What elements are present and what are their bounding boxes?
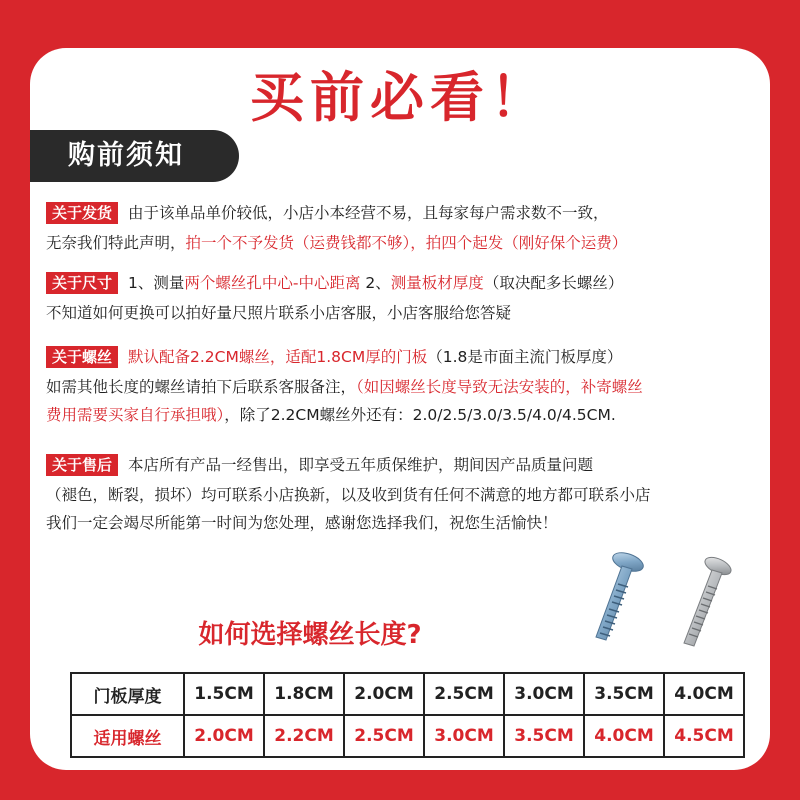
table-cell: 3.5CM bbox=[504, 715, 584, 757]
table-cell: 3.0CM bbox=[504, 673, 584, 715]
screw-line2-b: （如因螺丝长度导致无法安装的，补寄螺丝 bbox=[356, 378, 643, 396]
screw-line3-a: 费用需要买家自行承担哦） bbox=[46, 406, 225, 424]
shipping-line2-a: 无奈我们特此声明， bbox=[46, 234, 186, 252]
screw-length-table bbox=[70, 672, 745, 758]
shipping-line2-b: 拍一个不予发货（运费钱都不够），拍四个起发（刚好保个运费） bbox=[185, 234, 628, 252]
shipping-section bbox=[46, 200, 758, 256]
shipping-tag: 关于发货 bbox=[46, 202, 118, 224]
aftersale-line1: 本店所有产品一经售出，即享受五年质保维护，期间因产品质量问题 bbox=[128, 456, 594, 474]
table-cell: 2.2CM bbox=[264, 715, 344, 757]
screw-line3-b: ，除了2.2CM螺丝外还有：2.0/2.5/3.0/3.5/4.0/4.5CM. bbox=[224, 406, 616, 424]
table-cell: 4.0CM bbox=[664, 673, 744, 715]
screw-tag: 关于螺丝 bbox=[46, 346, 118, 368]
silver-screw-icon bbox=[684, 554, 734, 646]
screw-line1-b: （1.8是市面主流门板厚度） bbox=[427, 348, 623, 366]
size-line1-e: （取决配多长螺丝） bbox=[483, 274, 624, 292]
size-line1-d: 测量板材厚度 bbox=[390, 274, 484, 292]
table-row-screw bbox=[71, 715, 744, 757]
row-label-thickness: 门板厚度 bbox=[71, 673, 184, 715]
table-row-thickness bbox=[71, 673, 744, 715]
aftersale-tag: 关于售后 bbox=[46, 454, 118, 476]
aftersale-line3: 我们一定会竭尽所能第一时间为您处理，感谢您选择我们，祝您生活愉快！ bbox=[46, 514, 558, 532]
table-cell: 3.5CM bbox=[584, 673, 664, 715]
page-title: 买前必看！ bbox=[250, 66, 550, 129]
table-cell: 4.0CM bbox=[584, 715, 664, 757]
table-cell: 2.5CM bbox=[424, 673, 504, 715]
size-line1-c: 2、 bbox=[360, 274, 391, 292]
shipping-line1: 由于该单品单价较低，小店小本经营不易，且每家每户需求数不一致， bbox=[128, 204, 609, 222]
table-cell: 4.5CM bbox=[664, 715, 744, 757]
table-cell: 3.0CM bbox=[424, 715, 504, 757]
table-cell: 2.5CM bbox=[344, 715, 424, 757]
aftersale-section bbox=[46, 452, 758, 536]
banner-label: 购前须知 bbox=[68, 140, 184, 171]
table-cell: 1.5CM bbox=[184, 673, 264, 715]
notice-card bbox=[30, 48, 770, 770]
aftersale-line2: （褪色，断裂，损坏）均可联系小店换新，以及收到货有任何不满意的地方都可联系小店 bbox=[46, 486, 651, 504]
table-cell: 2.0CM bbox=[344, 673, 424, 715]
screw-images bbox=[560, 540, 760, 650]
table-cell: 1.8CM bbox=[264, 673, 344, 715]
table-cell: 2.0CM bbox=[184, 715, 264, 757]
screw-line2-a: 如需其他长度的螺丝请拍下后联系客服备注， bbox=[46, 378, 357, 396]
blue-zinc-screw-icon bbox=[596, 549, 646, 640]
size-line2: 不知道如何更换可以拍好量尺照片联系小店客服，小店客服给您答疑 bbox=[46, 304, 512, 322]
size-tag: 关于尺寸 bbox=[46, 272, 118, 294]
notice-banner bbox=[30, 130, 239, 182]
size-line1-a: 1、测量 bbox=[128, 274, 185, 292]
size-line1-b: 两个螺丝孔中心-中心距离 bbox=[184, 274, 361, 292]
screw-line1-a: 默认配备2.2CM螺丝，适配1.8CM厚的门板 bbox=[128, 348, 428, 366]
size-section bbox=[46, 270, 758, 326]
row-label-screw: 适用螺丝 bbox=[71, 715, 184, 757]
screw-length-question: 如何选择螺丝长度? bbox=[198, 620, 422, 650]
screw-section bbox=[46, 344, 758, 428]
